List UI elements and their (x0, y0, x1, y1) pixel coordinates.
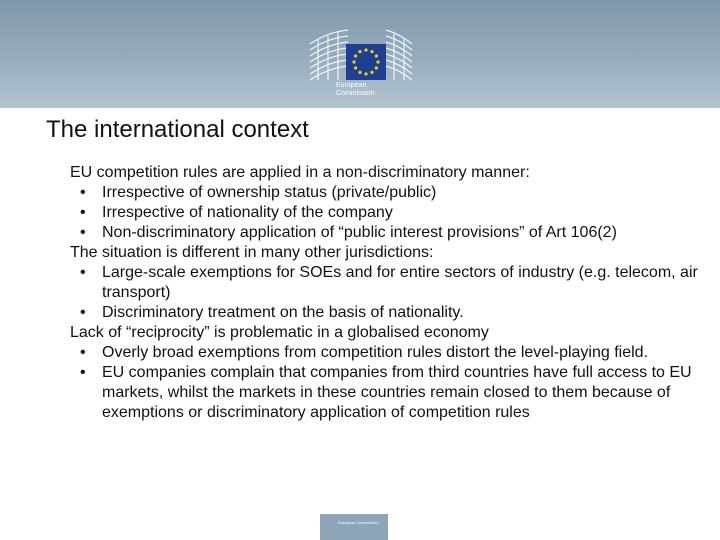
bullet-text: Discriminatory treatment on the basis of nationality. (102, 304, 464, 321)
bullet-glyph: • (80, 184, 86, 201)
bullet-item (70, 223, 698, 243)
bullet-item (70, 183, 698, 203)
bullet-item (70, 263, 698, 303)
section-lead: The situation is different in many other jurisdictions: (70, 244, 434, 261)
logo-caption (336, 82, 375, 98)
bullet-glyph: • (80, 224, 86, 241)
bullet-text: EU companies complain that companies from third countries have full access to EU markets, whilst the markets in these countries remain closed to them because of exemptions or discriminatory application of competition rules (102, 364, 692, 421)
slide-body (70, 163, 698, 423)
bullet-list (70, 183, 698, 243)
bullet-list (70, 263, 698, 323)
bullet-item (70, 303, 698, 323)
bullet-text: Overly broad exemptions from competition rules distort the level-playing field. (102, 344, 649, 361)
bullet-text: Large-scale exemptions for SOEs and for entire sectors of industry (e.g. telecom, air transport) (102, 264, 698, 301)
bullet-text: Non-discriminatory application of “public interest provisions” of Art 106(2) (102, 224, 617, 241)
bullet-glyph: • (80, 364, 86, 381)
bullet-item (70, 363, 698, 423)
bullet-glyph: • (80, 344, 86, 361)
bullet-glyph: • (80, 264, 86, 281)
bullet-glyph: • (80, 204, 86, 221)
bullet-glyph: • (80, 304, 86, 321)
bullet-list (70, 343, 698, 423)
bullet-item (70, 343, 698, 363)
bullet-item (70, 203, 698, 223)
section-lead: EU competition rules are applied in a non-discriminatory manner: (70, 164, 530, 181)
bullet-text: Irrespective of ownership status (private/public) (102, 184, 437, 201)
bullet-text: Irrespective of nationality of the company (102, 204, 393, 221)
slide-title: The international context (46, 116, 309, 143)
section-lead: Lack of “reciprocity” is problematic in a globalised economy (70, 324, 489, 341)
logo-caption-line1: European (336, 82, 367, 89)
footer-logo-text: European Commission (338, 520, 379, 525)
header-banner (0, 0, 720, 108)
logo-caption-line2: Commission (336, 90, 375, 97)
footer-logo (320, 514, 388, 540)
